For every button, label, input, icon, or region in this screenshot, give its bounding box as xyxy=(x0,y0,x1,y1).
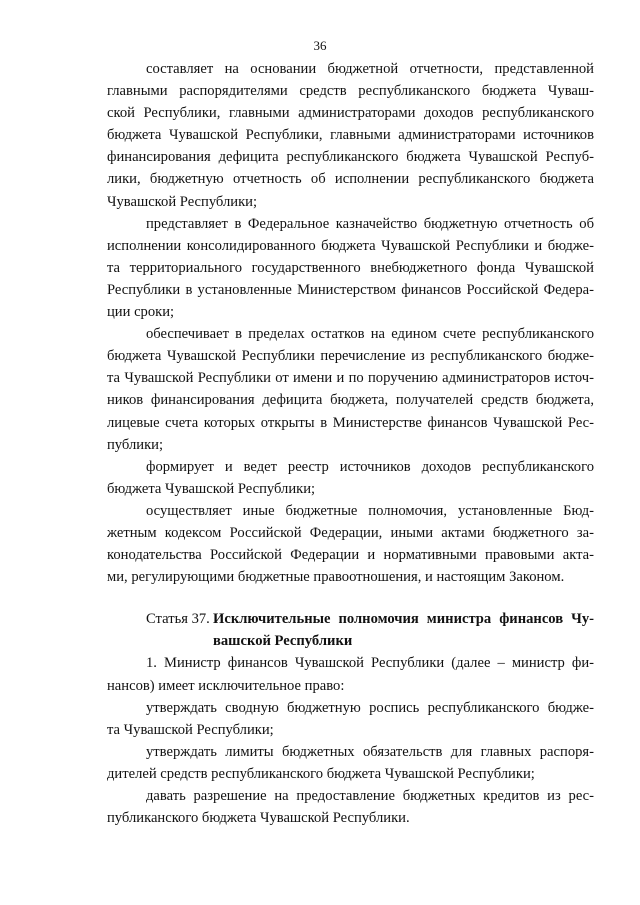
text-line: Чувашской Республики; xyxy=(107,193,258,210)
paragraph xyxy=(107,500,594,588)
text-line: та территориального государственного внебюджетного фонда Чувашской xyxy=(107,259,594,276)
text-line: обеспечивает в пределах остатков на едином счете республиканского xyxy=(146,326,594,343)
text-line: утверждать лимиты бюджетных обязательств для главных распоря- xyxy=(146,743,594,760)
text-line: финансирования дефицита республиканского бюджета Чувашской Респуб- xyxy=(107,149,594,166)
text-line: утверждать сводную бюджетную роспись республиканского бюдже- xyxy=(146,699,594,716)
paragraph xyxy=(107,58,594,213)
text-line: конодательства Российской Федерации и нормативными правовыми акта- xyxy=(107,547,594,564)
text-line: ской Республики, главными администраторами доходов республиканского xyxy=(107,105,594,122)
article-label: Статья 37. xyxy=(146,611,210,628)
paragraph xyxy=(107,785,594,829)
article-title: Исключительные полномочия министра финансов Чу- xyxy=(213,611,594,628)
text-line: ции сроки; xyxy=(107,304,175,321)
text-line: Республики в установленные Министерством финансов Российской Федера- xyxy=(107,281,594,298)
text-line: дителей средств республиканского бюджета Чувашской Республики; xyxy=(107,765,535,782)
paragraph xyxy=(107,741,594,785)
text-line: исполнении консолидированного бюджета Чувашской Республики и бюдже- xyxy=(107,237,594,254)
page-number: 36 xyxy=(313,38,327,53)
text-line: 1. Министр финансов Чувашской Республики (далее – министр фи- xyxy=(146,655,594,672)
text-line: нансов) имеет исключительное право: xyxy=(107,677,345,694)
text-line: публики; xyxy=(107,436,164,453)
paragraph xyxy=(107,213,594,323)
section-spacer xyxy=(107,588,594,608)
text-line: публиканского бюджета Чувашской Республики. xyxy=(107,810,410,827)
text-line: лицевые счета которых открыты в Министерстве финансов Чувашской Рес- xyxy=(107,414,594,431)
text-line: представляет в Федеральное казначейство бюджетную отчетность об xyxy=(146,215,594,232)
text-line: ми, регулирующими бюджетные правоотношения, и настоящим Законом. xyxy=(107,569,565,586)
article-title-continuation: вашской Республики xyxy=(213,633,353,650)
article-heading-row xyxy=(107,630,594,652)
text-line: жетным кодексом Российской Федерации, иными актами бюджетного за- xyxy=(107,524,594,541)
text-line: осуществляет иные бюджетные полномочия, установленные Бюд- xyxy=(146,502,594,519)
paragraph xyxy=(107,456,594,500)
paragraph xyxy=(107,697,594,741)
text-line: та Чувашской Республики от имени и по поручению администраторов источ- xyxy=(107,370,594,387)
text-line: бюджета Чувашской Республики перечисление из республиканского бюдже- xyxy=(107,348,594,365)
document-body xyxy=(107,58,594,829)
text-line: составляет на основании бюджетной отчетности, представленной xyxy=(146,61,594,77)
article-heading-row xyxy=(107,608,594,630)
text-line: бюджета Чувашской Республики, главными администраторами источников xyxy=(107,127,594,144)
paragraph xyxy=(107,323,594,456)
text-line: бюджета Чувашской Республики; xyxy=(107,480,316,497)
text-line: главными распорядителями средств республиканского бюджета Чуваш- xyxy=(107,83,594,100)
paragraph xyxy=(107,652,594,696)
text-line: лики, бюджетную отчетность об исполнении республиканского бюджета xyxy=(107,171,594,188)
text-line: ников финансирования дефицита бюджета, получателей средств бюджета, xyxy=(107,392,594,409)
text-line: давать разрешение на предоставление бюджетных кредитов из рес- xyxy=(146,788,594,804)
article-heading xyxy=(107,608,594,652)
text-line: формирует и ведет реестр источников доходов республиканского xyxy=(146,458,594,475)
text-line: та Чувашской Республики; xyxy=(107,721,274,738)
